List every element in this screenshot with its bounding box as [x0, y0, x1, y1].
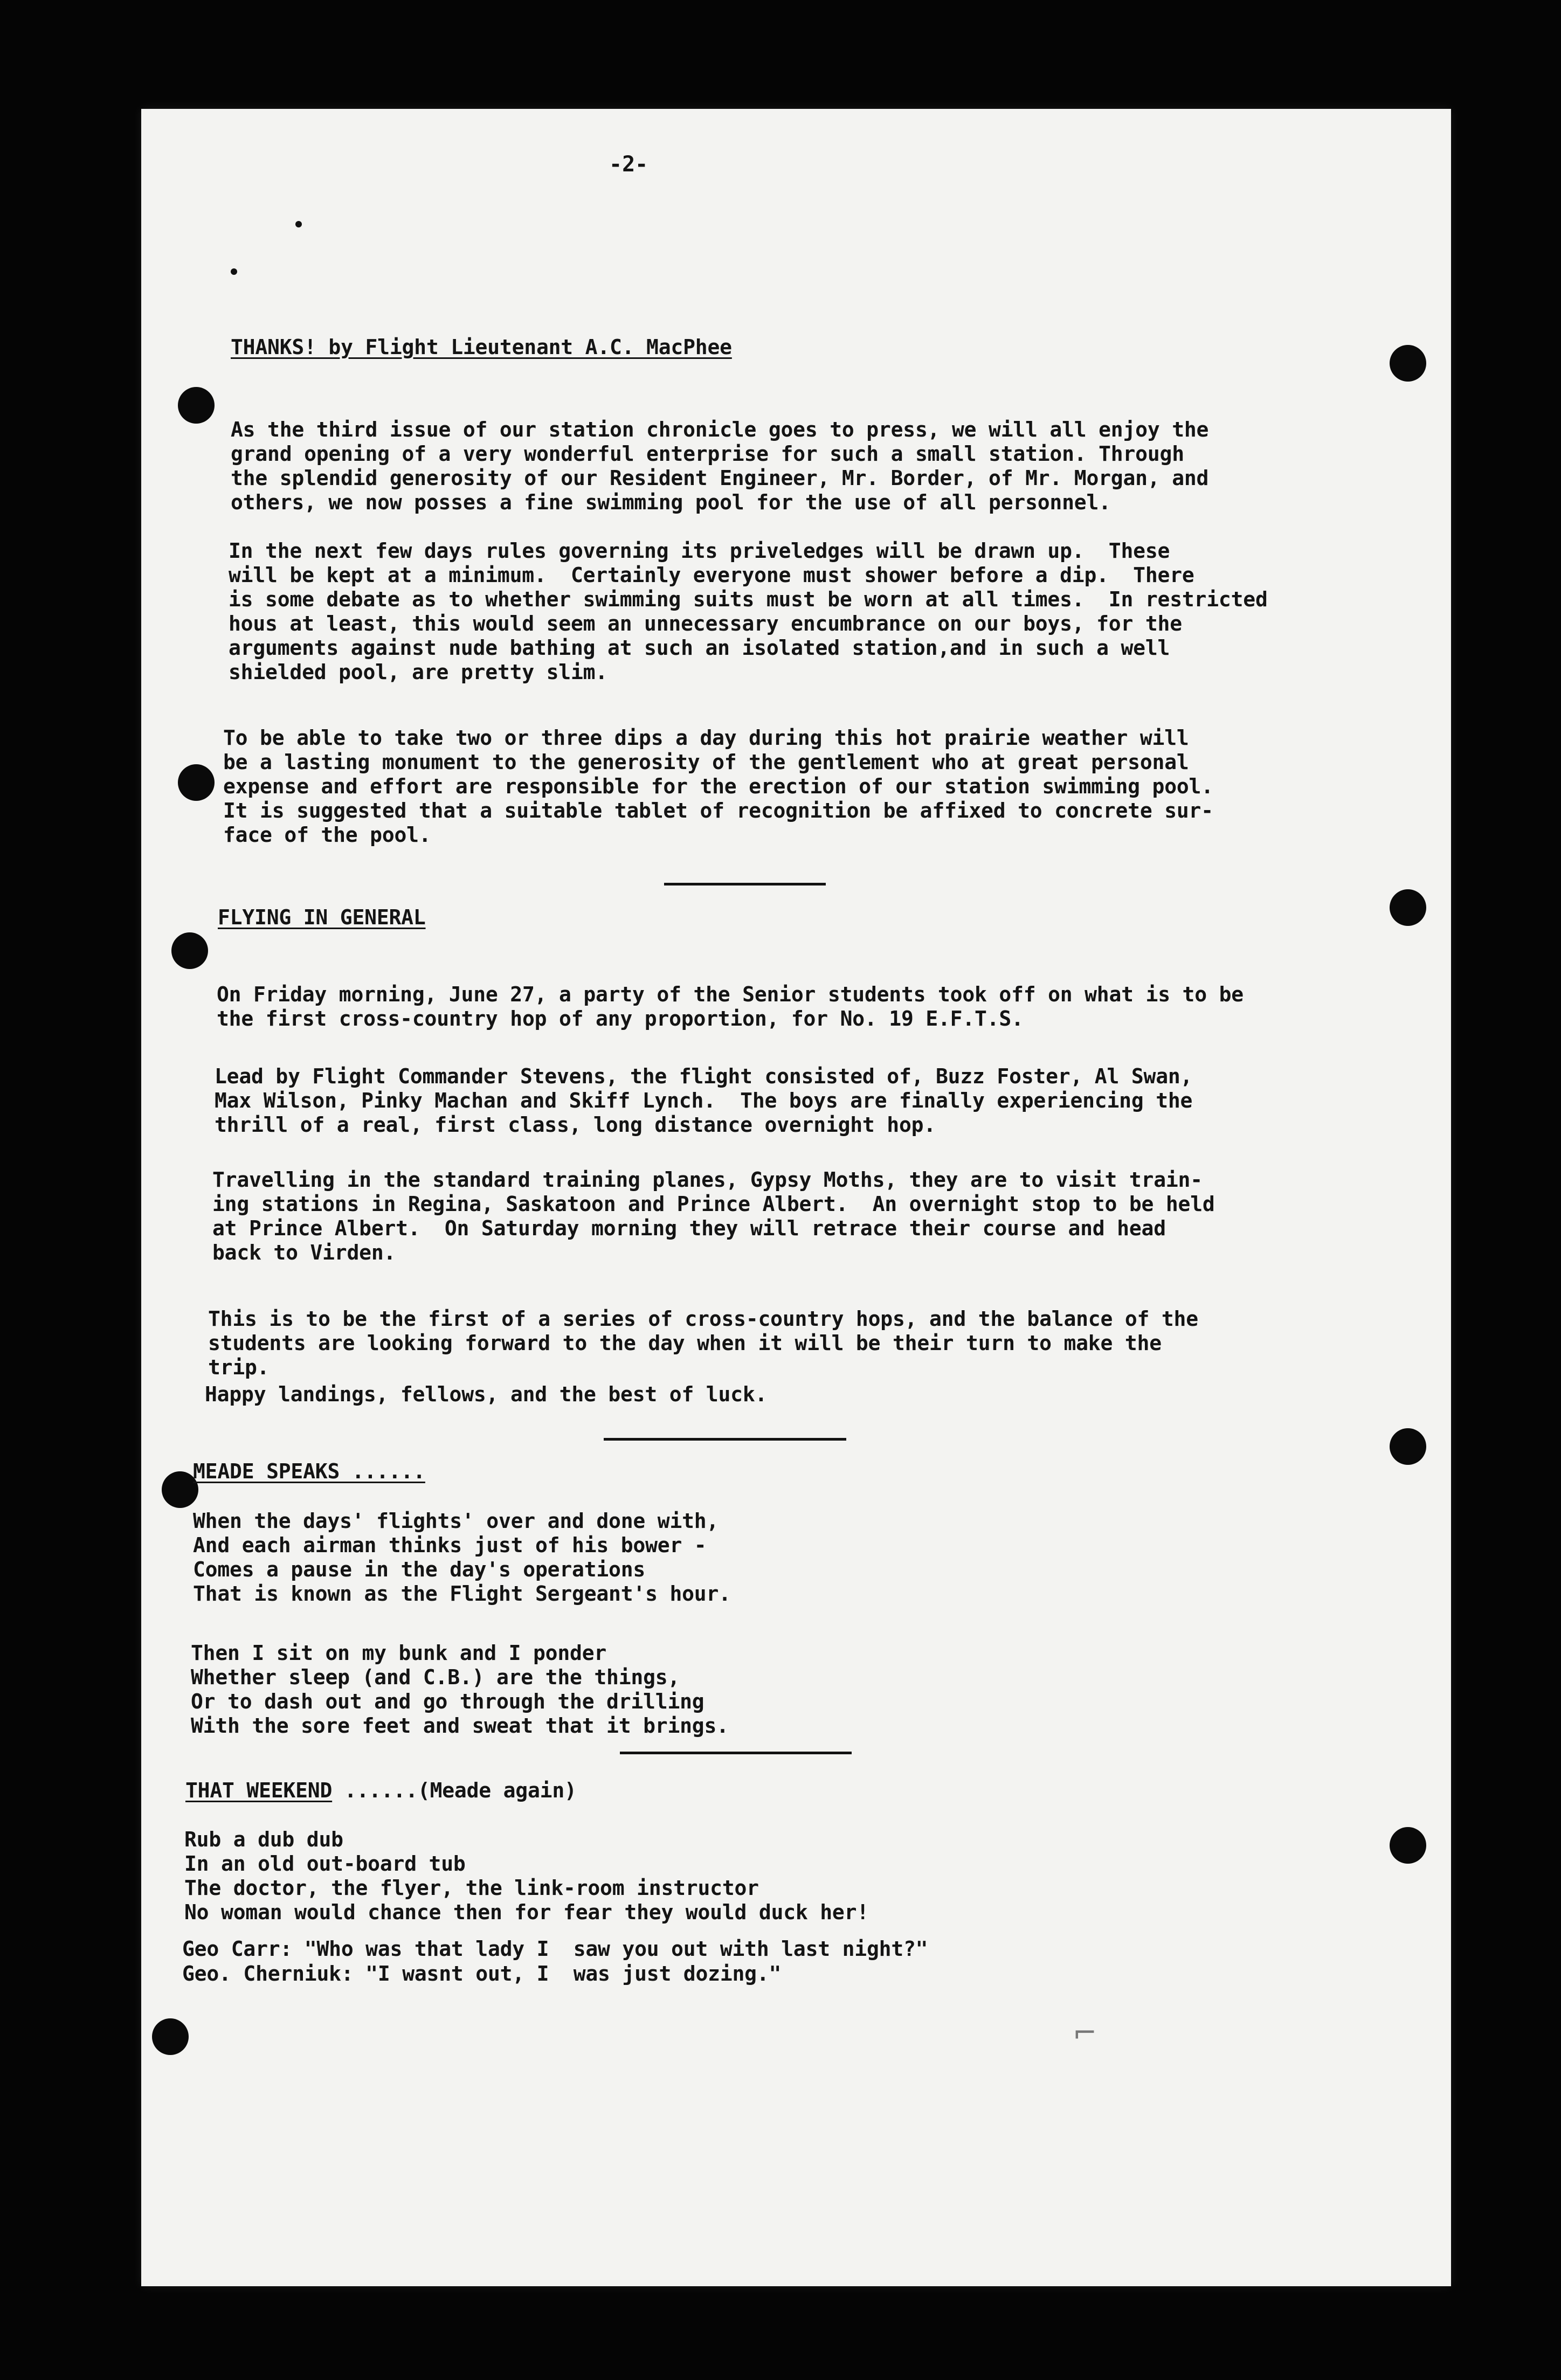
punch-hole	[1390, 1827, 1426, 1864]
section-divider	[664, 883, 826, 885]
paragraph: On Friday morning, June 27, a party of the Senior students took off on what is to be the first cross-country hop of any proportion, for No. 19 E.F.T.S.	[217, 983, 1244, 1030]
punch-hole	[1390, 345, 1426, 382]
paragraph: To be able to take two or three dips a day during this hot prairie weather will be a lasting monument to the generosity of the gentlement who at great personal expense and effort are responsible for the erection of our station swimming pool. It is suggested that a suitable tablet of recognition be affixed to concrete sur- face of the pool.	[223, 726, 1213, 847]
paragraph: As the third issue of our station chronicle goes to press, we will all enjoy the grand opening of a very wonderful enterprise for such a small station. Through the splendid generosity of our Resident Engineer, Mr. Border, of Mr. Morgan, and others, we now posses a fine swimming pool for the use of all personnel.	[231, 418, 1209, 514]
page-number: -2-	[609, 152, 648, 177]
poem-verse: Rub a dub dub In an old out-board tub The doctor, the flyer, the link-room instructor No woman would chance then for fear they would duck her!	[184, 1828, 869, 1924]
section-heading-flying: FLYING IN GENERAL	[218, 905, 426, 929]
paragraph: In the next few days rules governing its priveledges will be drawn up. These will be kept at a minimum. Certainly everyone must shower before a dip. There is some debate as to whether swimming suits must be worn at all times. In restricted hous at least, this would seem an unnecessary encumbrance on our boys, for the arguments against nude bathing at such an isolated station,and in such a well shielded pool, are pretty slim.	[229, 539, 1268, 684]
pencil-mark: ⌐	[1073, 2016, 1097, 2050]
joke-line: Geo. Cherniuk: "I wasnt out, I was just dozing."	[182, 1962, 782, 1985]
section-divider	[620, 1752, 852, 1754]
punch-hole	[178, 387, 215, 424]
punch-hole	[1390, 1428, 1426, 1465]
paragraph: Travelling in the standard training planes, Gypsy Moths, they are to visit train- ing stations in Regina, Saskatoon and Prince Albert. An overnight stop to be held at Prince Albert. On Saturday morning they will retrace their course and head back to Virden.	[212, 1168, 1215, 1264]
poem-verse: When the days' flights' over and done with, And each airman thinks just of his bower - Comes a pause in the day's operations That is known as the Flight Sergeant's hour.	[193, 1509, 731, 1606]
joke-line: Geo Carr: "Who was that lady I saw you out with last night?"	[182, 1937, 928, 1961]
paragraph: Happy landings, fellows, and the best of luck.	[205, 1382, 768, 1406]
section-heading-thanks: THANKS! by Flight Lieutenant A.C. MacPhee	[231, 335, 732, 359]
section-heading-weekend: THAT WEEKEND ......(Meade again)	[185, 1779, 577, 1802]
punch-hole	[152, 2018, 189, 2055]
section-heading-meade: MEADE SPEAKS ......	[193, 1459, 425, 1483]
punch-hole	[178, 764, 215, 801]
section-divider	[604, 1438, 846, 1441]
ink-speck	[231, 268, 237, 275]
punch-hole	[171, 932, 208, 969]
paragraph: This is to be the first of a series of cross-country hops, and the balance of the students are looking forward to the day when it will be their turn to make the trip.	[208, 1307, 1198, 1379]
paragraph: Lead by Flight Commander Stevens, the flight consisted of, Buzz Foster, Al Swan, Max Wilson, Pinky Machan and Skiff Lynch. The boys are finally experiencing the thrill of a real, first class, long distance overnight hop.	[215, 1064, 1193, 1137]
poem-verse: Then I sit on my bunk and I ponder Whether sleep (and C.B.) are the things, Or to dash out and go through the drilling With the sore feet and sweat that it brings.	[191, 1641, 729, 1738]
punch-hole	[1390, 889, 1426, 926]
ink-speck	[295, 221, 302, 227]
